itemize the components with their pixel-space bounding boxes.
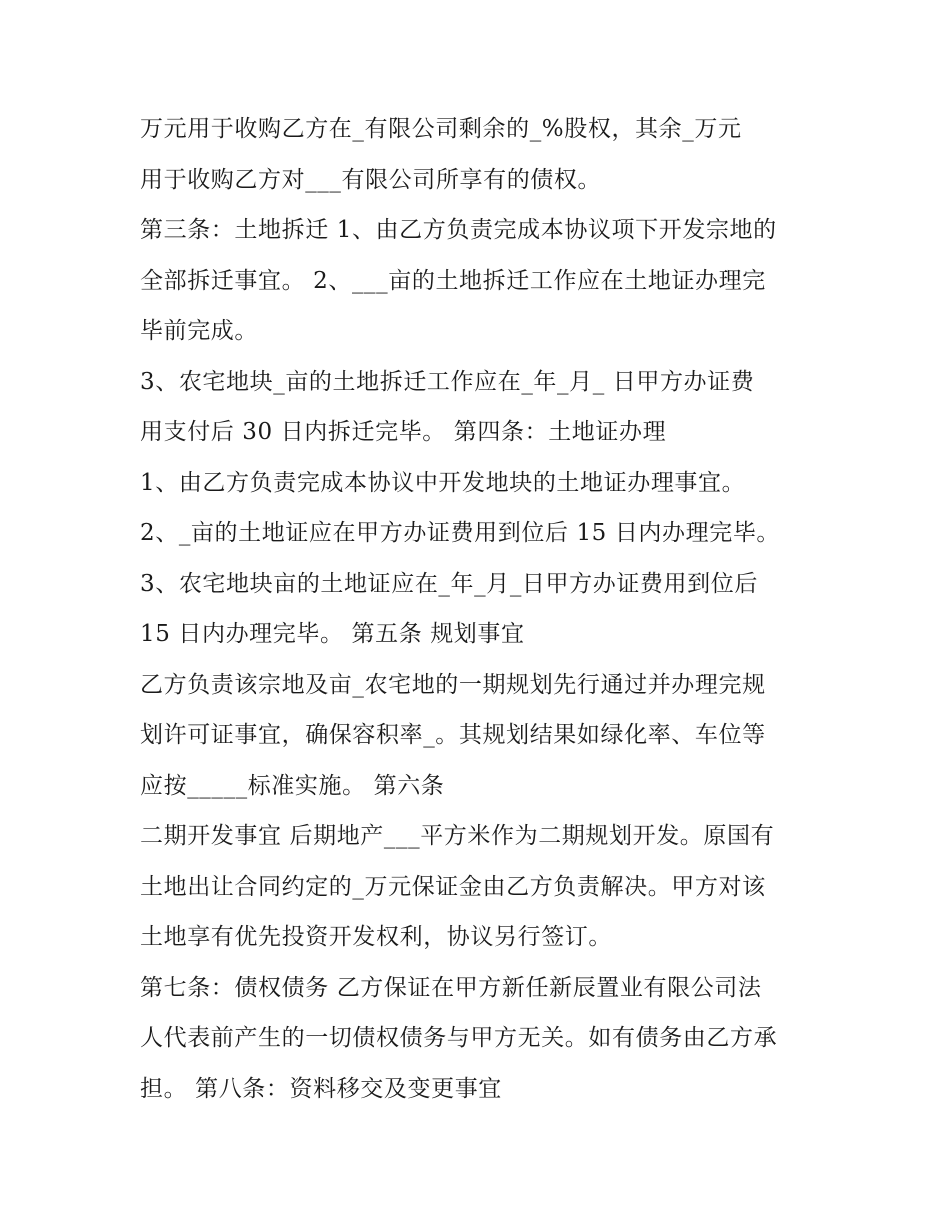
text-line: 第七条：债权债务 乙方保证在甲方新任新辰置业有限公司法 xyxy=(140,974,762,1001)
text-line: 3、农宅地块_亩的土地拆迁工作应在_年_月_ 日甲方办证费 xyxy=(140,368,755,395)
text-line: 第三条：土地拆迁 1、由乙方负责完成本协议项下开发宗地的 xyxy=(140,217,777,243)
text-line: 二期开发事宜 后期地产___平方米作为二期规划开发。原国有 xyxy=(140,823,775,849)
text-line: 万元用于收购乙方在_有限公司剩余的_%股权，其余_万元 xyxy=(140,116,742,142)
text-line: 乙方负责该宗地及亩_农宅地的一期规划先行通过并办理完规 xyxy=(140,671,766,698)
text-line: 全部拆迁事宜。 2、___亩的土地拆迁工作应在土地证办理完 xyxy=(140,267,766,294)
document-body xyxy=(140,104,820,1114)
text-line: 人代表前产生的一切债权债务与甲方无关。如有债务由乙方承 xyxy=(140,1025,778,1051)
text-line: 土地出让合同约定的_万元保证金由乙方负责解决。甲方对该 xyxy=(140,873,766,900)
text-line: 划许可证事宜，确保容积率_。其规划结果如绿化率、车位等 xyxy=(140,722,766,748)
text-line: 2、_亩的土地证应在甲方办证费用到位后 15 日内办理完毕。 xyxy=(140,520,781,546)
text-line: 3、农宅地块亩的土地证应在_年_月_日甲方办证费用到位后 xyxy=(140,570,758,597)
text-line: 用支付后 30 日内拆迁完毕。 第四条：土地证办理 xyxy=(140,419,667,445)
text-line: 应按_____标准实施。 第六条 xyxy=(140,772,445,799)
text-line: 用于收购乙方对___有限公司所享有的债权。 xyxy=(140,166,602,193)
text-line: 担。 第八条：资料移交及变更事宜 xyxy=(140,1075,502,1102)
text-line: 15 日内办理完毕。 第五条 规划事宜 xyxy=(140,621,525,647)
text-line: 1、由乙方负责完成本协议中开发地块的土地证办理事宜。 xyxy=(140,469,746,496)
text-line: 毕前完成。 xyxy=(140,318,258,344)
text-line: 土地享有优先投资开发权利，协议另行签订。 xyxy=(140,924,612,950)
